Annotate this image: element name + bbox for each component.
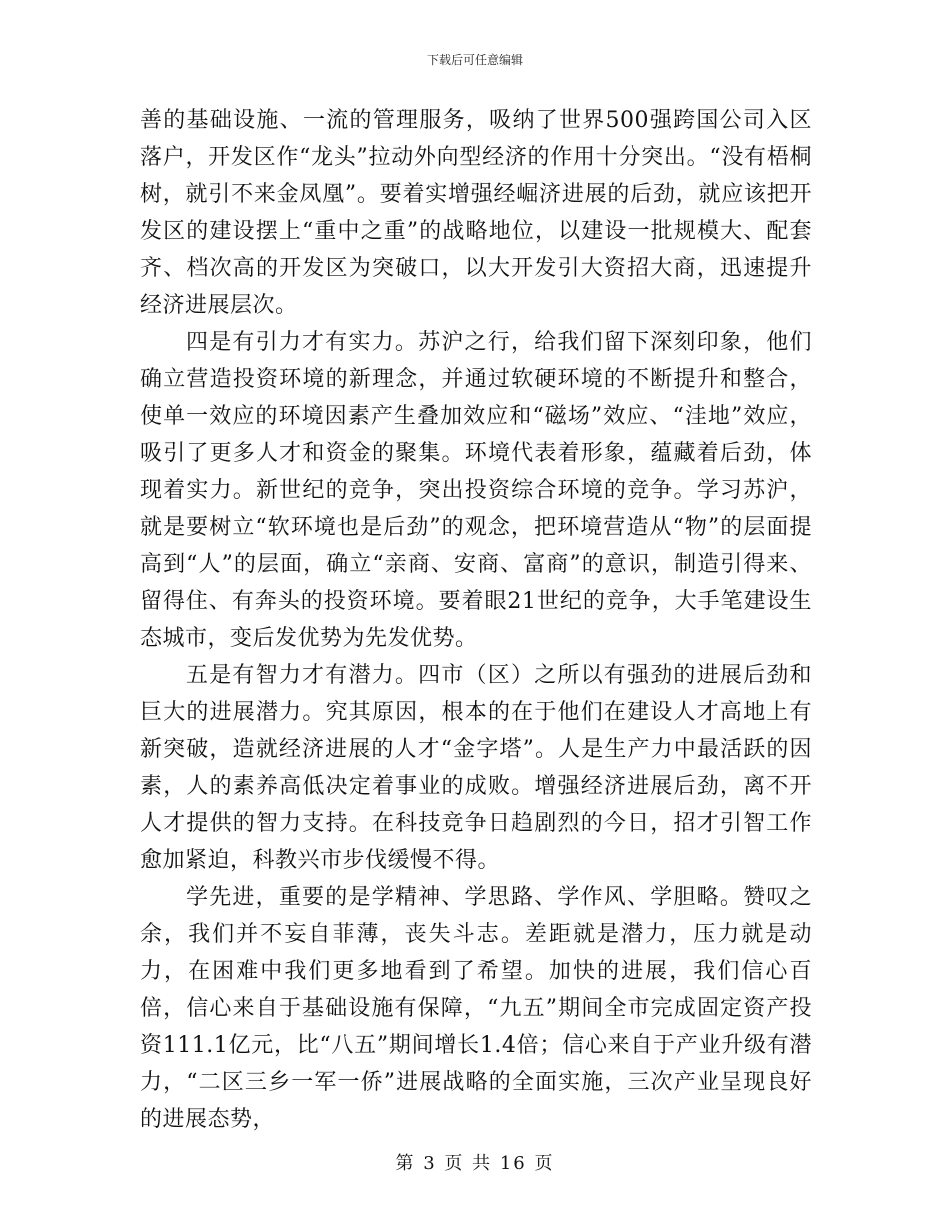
page-number: 第 3 页 共 16 页 [395,1153,555,1174]
paragraph-2: 四是有引力才有实力。苏沪之行，给我们留下深刻印象，他们确立营造投资环境的新理念，并通过软硬环境的不断提升和整合，使单一效应的环境因素产生叠加效应和“磁场”效应、“洼地”效应，吸引了更多人才和资金的聚集。环境代表着形象，蕴藏着后劲，体现着实力。新世纪的竞争，突出投资综合环境的竞争。学习苏沪，就是要树立“软环境也是后劲”的观念，把环境营造从“物”的层面提高到“人”的层面，确立“亲商、安商、富商”的意识，制造引得来、留得住、有奔头的投资环境。要着眼21世纪的竞争，大手笔建设生态城市，变后发优势为先发优势。 [140,330,812,651]
document-body [140,102,812,1138]
page-header: 下载后可任意编辑 [426,53,523,67]
paragraph-1: 善的基础设施、一流的管理服务，吸纳了世界500强跨国公司入区落户，开发区作“龙头”拉动外向型经济的作用十分突出。“没有梧桐树，就引不来金凤凰”。要着实增强经崛济进展的后劲，就应该把开发区的建设摆上“重中之重”的战略地位，以建设一批规模大、配套齐、档次高的开发区为突破口，以大开发引大资招大商，迅速提升经济进展层次。 [140,108,812,318]
paragraph-4: 学先进，重要的是学精神、学思路、学作风、学胆略。赞叹之余，我们并不妄自菲薄，丧失斗志。差距就是潜力，压力就是动力，在困难中我们更多地看到了希望。加快的进展，我们信心百倍，信心来自于基础设施有保障，“九五”期间全市完成固定资产投资111.1亿元，比“八五”期间增长1.4倍；信心来自于产业升级有潜力，“二区三乡一军一侨”进展战略的全面实施，三次产业呈现良好的进展态势， [140,885,812,1132]
paragraph-3: 五是有智力才有潜力。四市（区）之所以有强劲的进展后劲和巨大的进展潜力。究其原因，根本的在于他们在建设人才高地上有新突破，造就经济进展的人才“金字塔”。人是生产力中最活跃的因素，人的素养高低决定着事业的成败。增强经济进展后劲，离不开人才提供的智力支持。在科技竞争日趋剧烈的今日，招才引智工作愈加紧迫，科教兴市步伐缓慢不得。 [140,663,812,873]
